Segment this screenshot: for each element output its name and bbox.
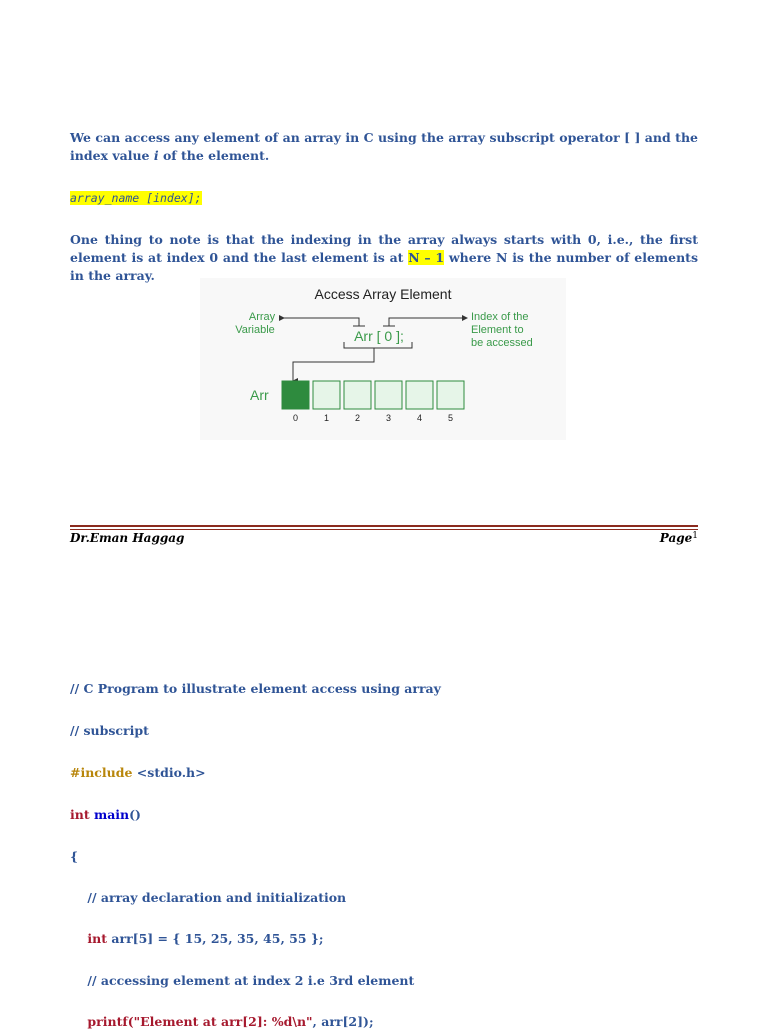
code-header: <stdio.h> <box>132 765 206 780</box>
array-indices <box>293 413 453 423</box>
footer-rule-thin <box>70 529 698 530</box>
footer-page <box>660 531 698 545</box>
code-comment-line: // C Program to illustrate element access using array <box>70 681 441 696</box>
code-comment-line: // accessing element at index 2 i.e 3rd element <box>70 973 415 988</box>
syntax-line <box>70 189 698 207</box>
array-name-label: Arr <box>250 387 269 403</box>
array-index-label: 0 <box>292 413 299 423</box>
array-cells <box>282 381 464 409</box>
paragraph-array-access <box>70 129 698 165</box>
footer-rule <box>70 525 698 527</box>
page-label: Page <box>659 531 693 545</box>
code-declaration-rest: arr[5] = { 15, 25, 35, 45, 55 }; <box>107 931 324 946</box>
code-printf-line <box>70 1013 374 1031</box>
array-cell <box>282 381 309 409</box>
italic-index-variable: i <box>153 148 159 163</box>
array-index-label: 3 <box>385 413 392 423</box>
array-index-label: 2 <box>354 413 361 423</box>
arrow-to-array-variable <box>284 318 359 326</box>
label-index-of-the: Index of the <box>471 311 529 323</box>
paragraph-indexing <box>70 231 698 285</box>
label-element-to: Element to <box>471 324 524 336</box>
code-printf-args: , arr[2]); <box>312 1014 374 1029</box>
code-directive: #include <box>70 765 133 780</box>
code-parens: () <box>129 807 141 822</box>
code-include-line <box>70 764 206 782</box>
label-be-accessed: be accessed <box>471 337 533 349</box>
code-comment-line: // array declaration and initialization <box>70 890 347 905</box>
array-index-label: 1 <box>323 413 330 423</box>
array-cell <box>406 381 433 409</box>
code-printf-call: printf( <box>70 1014 134 1029</box>
paragraph-text: One thing to note is that the indexing in the array always starts with 0, i.e., the first element is at index 0 and the last element is at <box>70 232 698 265</box>
paragraph-text: where N is the number of elements in the array. <box>70 250 698 283</box>
code-function-name: main <box>89 807 130 822</box>
syntax-code: array_name [index]; <box>70 191 202 205</box>
code-comment-line: // subscript <box>70 723 149 738</box>
highlight-n-minus-1: N – 1 <box>408 250 445 265</box>
array-expression: Arr [ 0 ]; <box>354 328 404 344</box>
footer-author: Dr.Eman Haggag <box>70 531 185 545</box>
array-index-label: 4 <box>416 413 423 423</box>
access-array-element-figure <box>200 278 566 440</box>
array-cell <box>313 381 340 409</box>
code-open-brace: { <box>70 849 79 864</box>
code-format-string: "Element at arr[2]: %d\n" <box>133 1014 313 1029</box>
label-variable: Variable <box>235 324 275 336</box>
paragraph-text: of the element. <box>158 148 270 163</box>
code-type-keyword: int <box>70 931 108 946</box>
code-type-keyword: int <box>70 807 90 822</box>
figure-title: Access Array Element <box>314 286 452 302</box>
arrow-to-index-label <box>389 318 467 326</box>
array-diagram <box>200 278 566 440</box>
arrow-to-first-element <box>293 348 374 381</box>
code-array-declaration <box>70 930 324 948</box>
paragraph-text: We can access any element of an array in C using the array subscript operator [ ] and the index value <box>70 130 698 163</box>
array-cell <box>375 381 402 409</box>
array-cell <box>437 381 464 409</box>
label-array: Array <box>248 311 276 323</box>
code-main-line <box>70 806 141 824</box>
page-number: 1 <box>692 531 698 541</box>
array-index-label: 5 <box>447 413 454 423</box>
array-cell <box>344 381 371 409</box>
